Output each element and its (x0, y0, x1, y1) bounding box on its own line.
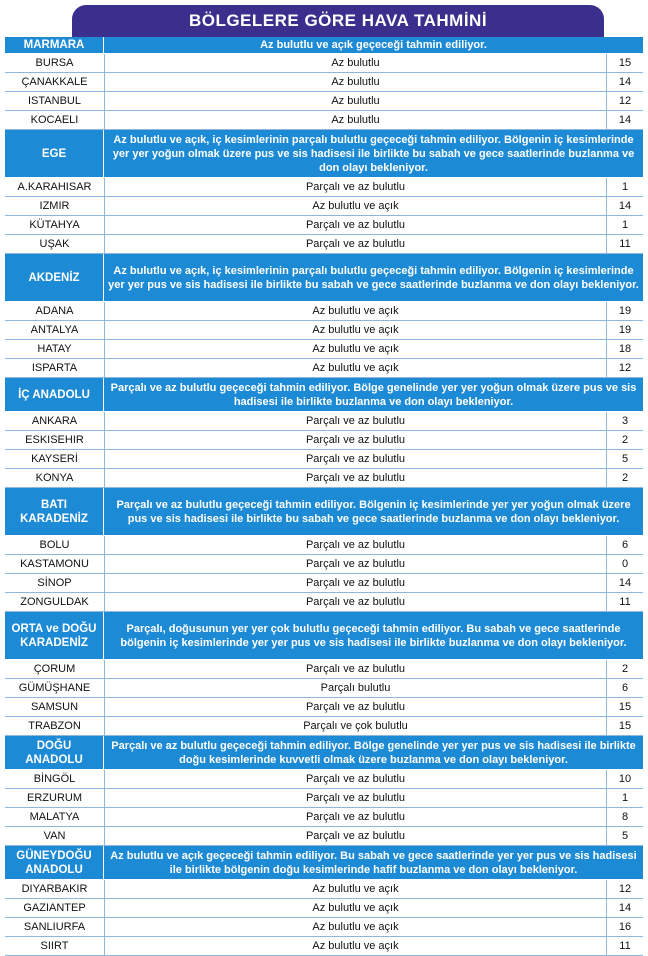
city-name: KOCAELI (5, 111, 105, 129)
region-name: BATI KARADENİZ (5, 488, 104, 535)
city-temperature: 5 (621, 453, 629, 465)
city-condition: Az bulutlu (105, 92, 607, 110)
city-temperature: 0 (621, 558, 629, 570)
city-row (5, 216, 643, 235)
city-condition: Parçalı ve az bulutlu (105, 808, 607, 826)
city-condition: Parçalı ve az bulutlu (105, 555, 607, 573)
city-name: HATAY (5, 340, 105, 358)
city-condition: Az bulutlu ve açık (105, 302, 607, 320)
region-description: Parçalı, doğusunun yer yer çok bulutlu geçeceği tahmin ediliyor. Bu sabah ve gece saatlerinde bölgenin iç kesimlerinde yer yer pus ve sis hadisesi ile birlikte buzlanma ve don olayı bekleniyor. (120, 622, 627, 649)
city-condition: Parçalı ve az bulutlu (105, 593, 607, 611)
city-temperature: 11 (619, 238, 631, 250)
city-temperature: 14 (618, 577, 632, 589)
city-row (5, 340, 643, 359)
city-temperature: 14 (618, 200, 632, 212)
city-row (5, 450, 643, 469)
city-condition: Az bulutlu ve açık (105, 918, 607, 936)
city-row (5, 698, 643, 717)
region-row (5, 37, 643, 54)
city-row (5, 321, 643, 340)
city-row (5, 880, 643, 899)
city-row (5, 197, 643, 216)
city-name: UŞAK (5, 235, 105, 253)
region-row (5, 254, 643, 302)
city-name: BURSA (5, 54, 105, 72)
city-condition: Parçalı ve az bulutlu (105, 235, 607, 253)
region-row (5, 736, 643, 770)
city-condition: Parçalı ve az bulutlu (105, 770, 607, 788)
city-temperature: 11 (619, 940, 631, 952)
city-condition: Az bulutlu ve açık (105, 340, 607, 358)
city-row (5, 770, 643, 789)
city-row (5, 574, 643, 593)
city-temperature: 3 (621, 415, 629, 427)
city-name: BOLU (5, 536, 105, 554)
city-condition: Az bulutlu (105, 54, 607, 72)
city-name: KONYA (5, 469, 105, 487)
city-name: ISPARTA (5, 359, 105, 377)
city-temperature: 14 (618, 114, 632, 126)
city-name: MALATYA (5, 808, 105, 826)
city-name: TRABZON (5, 717, 105, 735)
city-temperature: 14 (618, 76, 632, 88)
city-row (5, 679, 643, 698)
city-row (5, 54, 643, 73)
city-name: SANLIURFA (5, 918, 105, 936)
city-temperature: 14 (618, 902, 632, 914)
region-name: AKDENİZ (5, 254, 104, 301)
city-row (5, 808, 643, 827)
city-name: KÜTAHYA (5, 216, 105, 234)
city-condition: Parçalı ve az bulutlu (105, 536, 607, 554)
city-temperature: 12 (618, 95, 632, 107)
city-row (5, 469, 643, 488)
region-description: Parçalı ve az bulutlu geçeceği tahmin ediliyor. Bölge genelinde yer yer pus ve sis hadisesi ile birlikte doğu kesimlerinde kuvvetli olmak üzere buzlanma ve don olayı bekleniyor. (111, 739, 636, 766)
city-name: ADANA (5, 302, 105, 320)
region-row (5, 846, 643, 880)
page-title: BÖLGELERE GÖRE HAVA TAHMİNİ (188, 11, 488, 30)
city-name: KASTAMONU (5, 555, 105, 573)
city-temperature: 10 (618, 773, 632, 785)
city-temperature: 6 (621, 682, 629, 694)
region-name: GÜNEYDOĞU ANADOLU (5, 846, 104, 879)
city-condition: Parçalı ve az bulutlu (105, 574, 607, 592)
city-name: GAZIANTEP (5, 899, 105, 917)
city-condition: Az bulutlu (105, 111, 607, 129)
city-name: ÇANAKKALE (5, 73, 105, 91)
city-temperature: 15 (618, 720, 632, 732)
city-name: DIYARBAKIR (5, 880, 105, 898)
city-temperature: 6 (621, 539, 629, 551)
city-condition: Parçalı ve az bulutlu (105, 469, 607, 487)
city-name: KAYSERİ (5, 450, 105, 468)
title-bar (72, 5, 604, 37)
city-row (5, 593, 643, 612)
region-name: MARMARA (5, 37, 104, 53)
city-temperature: 8 (621, 811, 629, 823)
city-row (5, 918, 643, 937)
city-name: VAN (5, 827, 105, 845)
city-temperature: 1 (621, 219, 629, 231)
city-name: BİNGÖL (5, 770, 105, 788)
city-temperature: 1 (621, 181, 629, 193)
region-row (5, 612, 643, 660)
city-row (5, 899, 643, 918)
region-row (5, 130, 643, 178)
city-condition: Parçalı ve az bulutlu (105, 178, 607, 196)
city-temperature: 11 (619, 596, 631, 608)
city-temperature: 16 (618, 921, 632, 933)
region-row (5, 488, 643, 536)
city-name: ANKARA (5, 412, 105, 430)
city-temperature: 2 (621, 663, 629, 675)
city-name: ANTALYA (5, 321, 105, 339)
city-row (5, 359, 643, 378)
city-row (5, 536, 643, 555)
region-row (5, 378, 643, 412)
city-row (5, 302, 643, 321)
city-row (5, 937, 643, 956)
city-row (5, 178, 643, 197)
city-name: ZONGULDAK (5, 593, 105, 611)
region-description: Parçalı ve az bulutlu geçeceği tahmin ediliyor. Bölge genelinde yer yer yoğun olmak üzere pus ve sis hadisesi ile birlikte buzlanma ve don olayı bekleniyor. (110, 381, 637, 408)
city-condition: Parçalı ve çok bulutlu (105, 717, 607, 735)
city-temperature: 18 (618, 343, 632, 355)
city-name: ISTANBUL (5, 92, 105, 110)
city-temperature: 5 (621, 830, 629, 842)
region-name: DOĞU ANADOLU (5, 736, 104, 769)
city-temperature: 19 (618, 324, 632, 336)
city-row (5, 717, 643, 736)
region-name: EGE (5, 130, 104, 177)
region-description: Az bulutlu ve açık geçeceği tahmin ediliyor. (260, 39, 487, 51)
city-row (5, 235, 643, 254)
city-name: A.KARAHISAR (5, 178, 105, 196)
region-description: Az bulutlu ve açık, iç kesimlerinin parçalı bulutlu geçeceği tahmin ediliyor. Bölgenin iç kesimlerinde yer yer yoğun olmak üzere pus ve sis hadisesi ile birlikte bu sabah ve gece saatlerinde buzlanma ve don olayı bekleniyor. (112, 133, 635, 174)
city-row (5, 412, 643, 431)
city-name: ÇORUM (5, 660, 105, 678)
city-name: SIIRT (5, 937, 105, 955)
city-condition: Parçalı ve az bulutlu (105, 450, 607, 468)
city-name: SAMSUN (5, 698, 105, 716)
city-temperature: 15 (618, 701, 632, 713)
city-condition: Parçalı ve az bulutlu (105, 412, 607, 430)
city-name: ERZURUM (5, 789, 105, 807)
city-name: GÜMÜŞHANE (5, 679, 105, 697)
city-row (5, 431, 643, 450)
region-description: Parçalı ve az bulutlu geçeceği tahmin ediliyor. Bölgenin iç kesimlerinde yer yer yoğun olmak üzere pus ve sis hadisesi ile birlikte bu sabah ve gece saatlerinde buzlanma ve don olayı bekleniyor. (116, 498, 631, 525)
city-condition: Parçalı ve az bulutlu (105, 789, 607, 807)
city-condition: Parçalı ve az bulutlu (105, 216, 607, 234)
city-condition: Az bulutlu ve açık (105, 937, 607, 955)
city-row (5, 111, 643, 130)
city-temperature: 19 (618, 305, 632, 317)
city-row (5, 789, 643, 808)
region-description: Az bulutlu ve açık geçeceği tahmin ediliyor. Bu sabah ve gece saatlerinde yer yer pus ve sis hadisesi ile birlikte bölgenin doğu kesimlerinde hafif buzlanma ve don olayı bekleniyor. (110, 849, 637, 876)
city-condition: Az bulutlu ve açık (105, 899, 607, 917)
region-name: ORTA ve DOĞU KARADENİZ (5, 612, 104, 659)
city-condition: Az bulutlu ve açık (105, 359, 607, 377)
city-name: SİNOP (5, 574, 105, 592)
city-condition: Az bulutlu ve açık (105, 197, 607, 215)
city-row (5, 660, 643, 679)
city-row (5, 555, 643, 574)
city-name: IZMIR (5, 197, 105, 215)
city-temperature: 2 (621, 472, 629, 484)
forecast-table (5, 37, 643, 956)
city-condition: Parçalı ve az bulutlu (105, 827, 607, 845)
city-condition: Az bulutlu ve açık (105, 880, 607, 898)
city-temperature: 1 (621, 792, 629, 804)
city-condition: Parçalı ve az bulutlu (105, 698, 607, 716)
city-row (5, 92, 643, 111)
city-condition: Az bulutlu (105, 73, 607, 91)
region-name: İÇ ANADOLU (5, 378, 104, 411)
city-condition: Parçalı bulutlu (105, 679, 607, 697)
city-temperature: 12 (618, 362, 632, 374)
city-row (5, 73, 643, 92)
city-temperature: 15 (618, 57, 632, 69)
city-condition: Parçalı ve az bulutlu (105, 431, 607, 449)
city-row (5, 827, 643, 846)
city-temperature: 12 (618, 883, 632, 895)
city-condition: Az bulutlu ve açık (105, 321, 607, 339)
city-name: ESKISEHIR (5, 431, 105, 449)
city-condition: Parçalı ve az bulutlu (105, 660, 607, 678)
region-description: Az bulutlu ve açık, iç kesimlerinin parçalı bulutlu geçeceği tahmin ediliyor. Bölgenin iç kesimlerinde yer yer pus ve sis hadisesi ile birlikte bu sabah ve gece saatlerinde buzlanma ve don olayı bekleniyor. (108, 264, 639, 291)
city-temperature: 2 (621, 434, 629, 446)
